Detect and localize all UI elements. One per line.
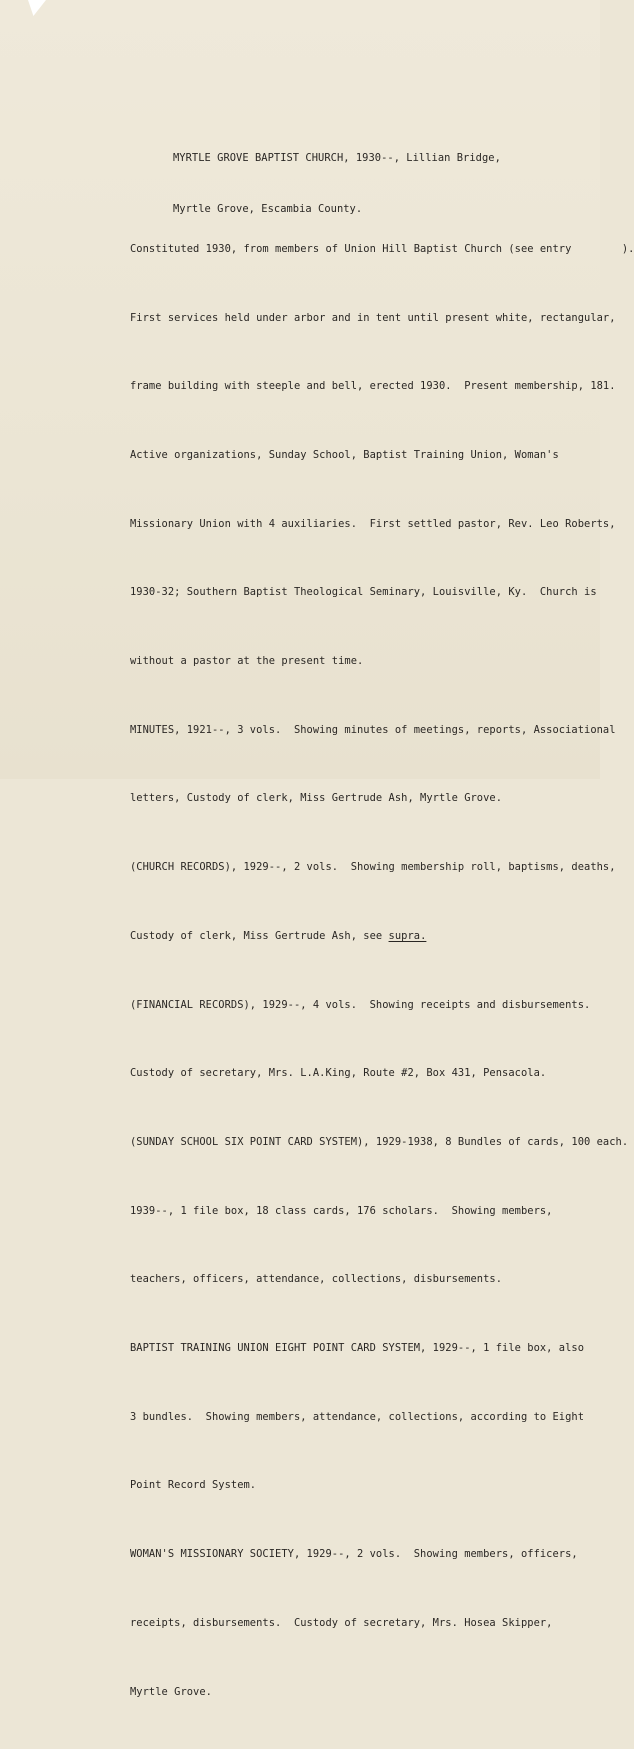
body-line-text: Custody of clerk, Miss Gertrude Ash, see <box>130 929 389 942</box>
body-line: First services held under arbor and in tent until present white, rectangular, <box>130 311 616 324</box>
body-line: receipts, disbursements. Custody of secretary, Mrs. Hosea Skipper, <box>130 1616 553 1629</box>
torn-corner <box>28 0 46 16</box>
body-line: WOMAN'S MISSIONARY SOCIETY, 1929--, 2 vols. Showing members, officers, <box>130 1548 578 1561</box>
heading-line: Myrtle Grove, Escambia County. <box>173 203 363 215</box>
document-body <box>130 192 634 1749</box>
body-line: Active organizations, Sunday School, Baptist Training Union, Woman's <box>130 448 559 461</box>
body-line: 1939--, 1 file box, 18 class cards, 176 scholars. Showing members, <box>130 1204 553 1217</box>
body-line: (FINANCIAL RECORDS), 1929--, 4 vols. Showing receipts and disbursements. <box>130 998 591 1011</box>
body-line: Point Record System. <box>130 1479 257 1492</box>
body-line: MINUTES, 1921--, 3 vols. Showing minutes of meetings, reports, Associational <box>130 723 616 736</box>
body-line: frame building with steeple and bell, erected 1930. Present membership, 181. <box>130 380 616 393</box>
body-line: Constituted 1930, from members of Union Hill Baptist Church (see entry ). <box>130 242 634 255</box>
body-line: (SUNDAY SCHOOL SIX POINT CARD SYSTEM), 1929-1938, 8 Bundles of cards, 100 each. <box>130 1135 629 1148</box>
heading-line: MYRTLE GROVE BAPTIST CHURCH, 1930--, Lillian Bridge, <box>173 152 501 164</box>
body-line: Missionary Union with 4 auxiliaries. First settled pastor, Rev. Leo Roberts, <box>130 517 616 530</box>
underlined-word: supra. <box>388 929 427 942</box>
body-line: without a pastor at the present time. <box>130 655 364 668</box>
body-line: (CHURCH RECORDS), 1929--, 2 vols. Showing membership roll, baptisms, deaths, <box>130 861 616 874</box>
body-line: Custody of secretary, Mrs. L.A.King, Route #2, Box 431, Pensacola. <box>130 1067 547 1080</box>
body-line: 3 bundles. Showing members, attendance, collections, according to Eight <box>130 1410 585 1423</box>
body-line <box>130 925 634 948</box>
body-line: 1930-32; Southern Baptist Theological Seminary, Louisville, Ky. Church is <box>130 586 597 599</box>
body-line: teachers, officers, attendance, collections, disbursements. <box>130 1273 503 1286</box>
body-line: letters, Custody of clerk, Miss Gertrude Ash, Myrtle Grove. <box>130 792 503 805</box>
body-line: BAPTIST TRAINING UNION EIGHT POINT CARD SYSTEM, 1929--, 1 file box, also <box>130 1342 585 1355</box>
body-line: Myrtle Grove. <box>130 1685 212 1698</box>
